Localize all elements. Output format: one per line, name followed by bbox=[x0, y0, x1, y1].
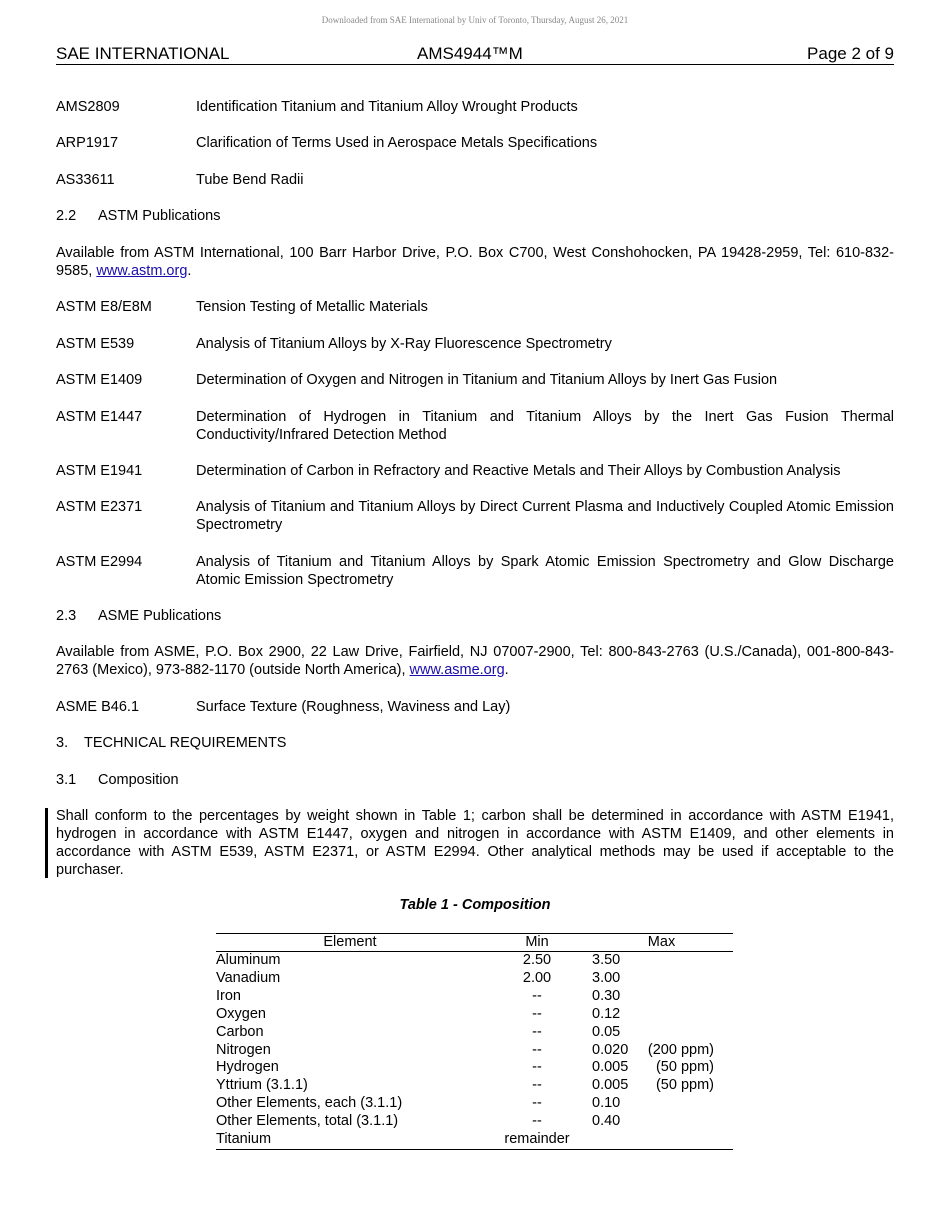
section-number: 3. bbox=[56, 735, 69, 751]
table-row bbox=[216, 970, 733, 988]
reference-title: Determination of Carbon in Refractory and Reactive Metals and Their Alloys by Combustion Analysis bbox=[196, 463, 841, 479]
reference-code: ASTM E1447 bbox=[56, 409, 143, 425]
table-row bbox=[216, 988, 733, 1006]
column-header-min: Min bbox=[484, 934, 590, 952]
reference-title: Tube Bend Radii bbox=[196, 172, 304, 188]
reference-title: Determination of Hydrogen in Titanium and Titanium Alloys by the Inert Gas Fusion Thermal Conductivity/Infrared Detection Method bbox=[196, 409, 894, 443]
column-header-element: Element bbox=[216, 934, 484, 952]
revision-change-bar bbox=[45, 808, 48, 878]
table-row bbox=[216, 952, 733, 970]
max-cell: 0.05 bbox=[592, 1023, 621, 1040]
reference-title: Analysis of Titanium Alloys by X-Ray Fluorescence Spectrometry bbox=[196, 336, 612, 352]
reference-title: Clarification of Terms Used in Aerospace Metals Specifications bbox=[196, 135, 598, 151]
reference-title: Analysis of Titanium and Titanium Alloys by Spark Atomic Emission Spectrometry and Glow Discharge Atomic Emission Spectrometry bbox=[196, 554, 894, 588]
max-cell: 0.10 bbox=[592, 1095, 621, 1112]
section-number: 2.3 bbox=[56, 608, 77, 624]
table-row bbox=[216, 1077, 733, 1095]
min-cell: 2.50 bbox=[522, 952, 552, 968]
section-number: 2.2 bbox=[56, 208, 77, 224]
reference-code: ASTM E2371 bbox=[56, 499, 143, 515]
section-heading-asme bbox=[56, 607, 221, 625]
table-row bbox=[216, 1042, 733, 1060]
element-cell: Yttrium (3.1.1) bbox=[216, 1077, 308, 1094]
min-cell: -- bbox=[532, 987, 542, 1004]
table-row bbox=[216, 1024, 733, 1042]
reference-title: Analysis of Titanium and Titanium Alloys by Direct Current Plasma and Inductively Coupled Atomic Emission Spectrometry bbox=[196, 499, 894, 533]
asme-link[interactable]: www.asme.org bbox=[409, 662, 505, 678]
header-org: SAE INTERNATIONAL bbox=[56, 44, 230, 63]
asme-availability: Available from ASME, P.O. Box 2900, 22 Law Drive, Fairfield, NJ 07007-2900, Tel: 800-843-2763 (U.S./Canada), 001-800-843-2763 (Mexico), 973-882-1170 (outside North America), www.asme.org. bbox=[56, 644, 894, 678]
min-cell: 2.00 bbox=[522, 969, 552, 986]
element-cell: Carbon bbox=[216, 1023, 264, 1040]
reference-code: ASTM E1941 bbox=[56, 463, 143, 479]
reference-code: ASTM E1409 bbox=[56, 372, 143, 388]
composition-text: Shall conform to the percentages by weight shown in Table 1; carbon shall be determined in accordance with ASTM E1941, hydrogen in accordance with ASTM E1447, oxygen and nitrogen in accordance with ASTM E1409, and other elements in accordance with ASTM E539, ASTM E2371, or ASTM E2994. Other analytical methods may be used if acceptable to the purchaser. bbox=[56, 808, 894, 878]
reference-code: ASME B46.1 bbox=[56, 699, 140, 715]
section-heading-astm bbox=[56, 207, 221, 225]
table-row bbox=[216, 1113, 733, 1131]
max-cell: 3.50 bbox=[592, 952, 621, 968]
element-cell: Oxygen bbox=[216, 1005, 266, 1022]
element-cell: Vanadium bbox=[216, 969, 281, 986]
section-number: 3.1 bbox=[56, 772, 77, 788]
header-page-number: Page 2 of 9 bbox=[807, 44, 894, 63]
table-header-row bbox=[216, 934, 733, 952]
table-row bbox=[216, 1095, 733, 1113]
table-row bbox=[216, 1059, 733, 1077]
reference-title: Determination of Oxygen and Nitrogen in Titanium and Titanium Alloys by Inert Gas Fusion bbox=[196, 372, 778, 388]
element-cell: Hydrogen bbox=[216, 1059, 279, 1076]
max-cell: 0.005 (50 ppm) bbox=[592, 1077, 714, 1094]
section-title: ASME Publications bbox=[98, 608, 222, 624]
element-cell: Nitrogen bbox=[216, 1041, 271, 1058]
reference-code: ARP1917 bbox=[56, 135, 119, 151]
element-cell: Aluminum bbox=[216, 952, 281, 968]
reference-code: ASTM E2994 bbox=[56, 554, 143, 570]
column-header-max: Max bbox=[590, 934, 733, 952]
element-cell: Other Elements, total (3.1.1) bbox=[216, 1113, 399, 1130]
min-cell: -- bbox=[532, 1005, 542, 1022]
download-watermark: Downloaded from SAE International by Univ of Toronto, Thursday, August 26, 2021 bbox=[321, 15, 629, 25]
min-cell: -- bbox=[532, 1041, 542, 1058]
table-row bbox=[216, 1131, 733, 1149]
max-cell bbox=[590, 1131, 733, 1149]
section-title: Composition bbox=[98, 772, 179, 788]
reference-title: Surface Texture (Roughness, Waviness and Lay) bbox=[196, 699, 511, 715]
section-title: ASTM Publications bbox=[98, 208, 221, 224]
max-cell: 0.005 (50 ppm) bbox=[592, 1059, 714, 1076]
max-cell: 0.12 bbox=[592, 1005, 621, 1022]
page-header bbox=[56, 44, 894, 65]
max-cell: 3.00 bbox=[592, 969, 621, 986]
section-heading-composition bbox=[56, 771, 179, 789]
section-title: TECHNICAL REQUIREMENTS bbox=[84, 735, 287, 751]
min-cell: -- bbox=[532, 1095, 542, 1112]
reference-code: AMS2809 bbox=[56, 99, 120, 115]
reference-title: Identification Titanium and Titanium Alloy Wrought Products bbox=[196, 99, 578, 115]
astm-link[interactable]: www.astm.org bbox=[96, 263, 188, 279]
min-cell: -- bbox=[532, 1113, 542, 1130]
composition-table bbox=[216, 933, 733, 1150]
astm-availability: Available from ASTM International, 100 Barr Harbor Drive, P.O. Box C700, West Conshohocken, PA 19428-2959, Tel: 610-832-9585, www.astm.org. bbox=[56, 245, 894, 279]
min-cell: -- bbox=[532, 1023, 542, 1040]
max-cell: 0.020 (200 ppm) bbox=[592, 1041, 714, 1058]
max-cell: 0.40 bbox=[592, 1113, 621, 1130]
header-doc-id: AMS4944™M bbox=[417, 44, 523, 63]
min-cell: remainder bbox=[484, 1131, 590, 1149]
element-cell: Titanium bbox=[216, 1131, 484, 1149]
max-cell: 0.30 bbox=[592, 987, 621, 1004]
element-cell: Other Elements, each (3.1.1) bbox=[216, 1095, 403, 1112]
element-cell: Iron bbox=[216, 987, 241, 1004]
reference-title: Tension Testing of Metallic Materials bbox=[196, 299, 428, 315]
table-row bbox=[216, 1006, 733, 1024]
section-heading-tech-req bbox=[56, 734, 286, 752]
min-cell: -- bbox=[532, 1059, 542, 1076]
table-caption: Table 1 - Composition bbox=[399, 897, 551, 913]
reference-code: AS33611 bbox=[56, 172, 115, 188]
min-cell: -- bbox=[532, 1077, 542, 1094]
reference-code: ASTM E8/E8M bbox=[56, 299, 152, 315]
reference-code: ASTM E539 bbox=[56, 336, 135, 352]
